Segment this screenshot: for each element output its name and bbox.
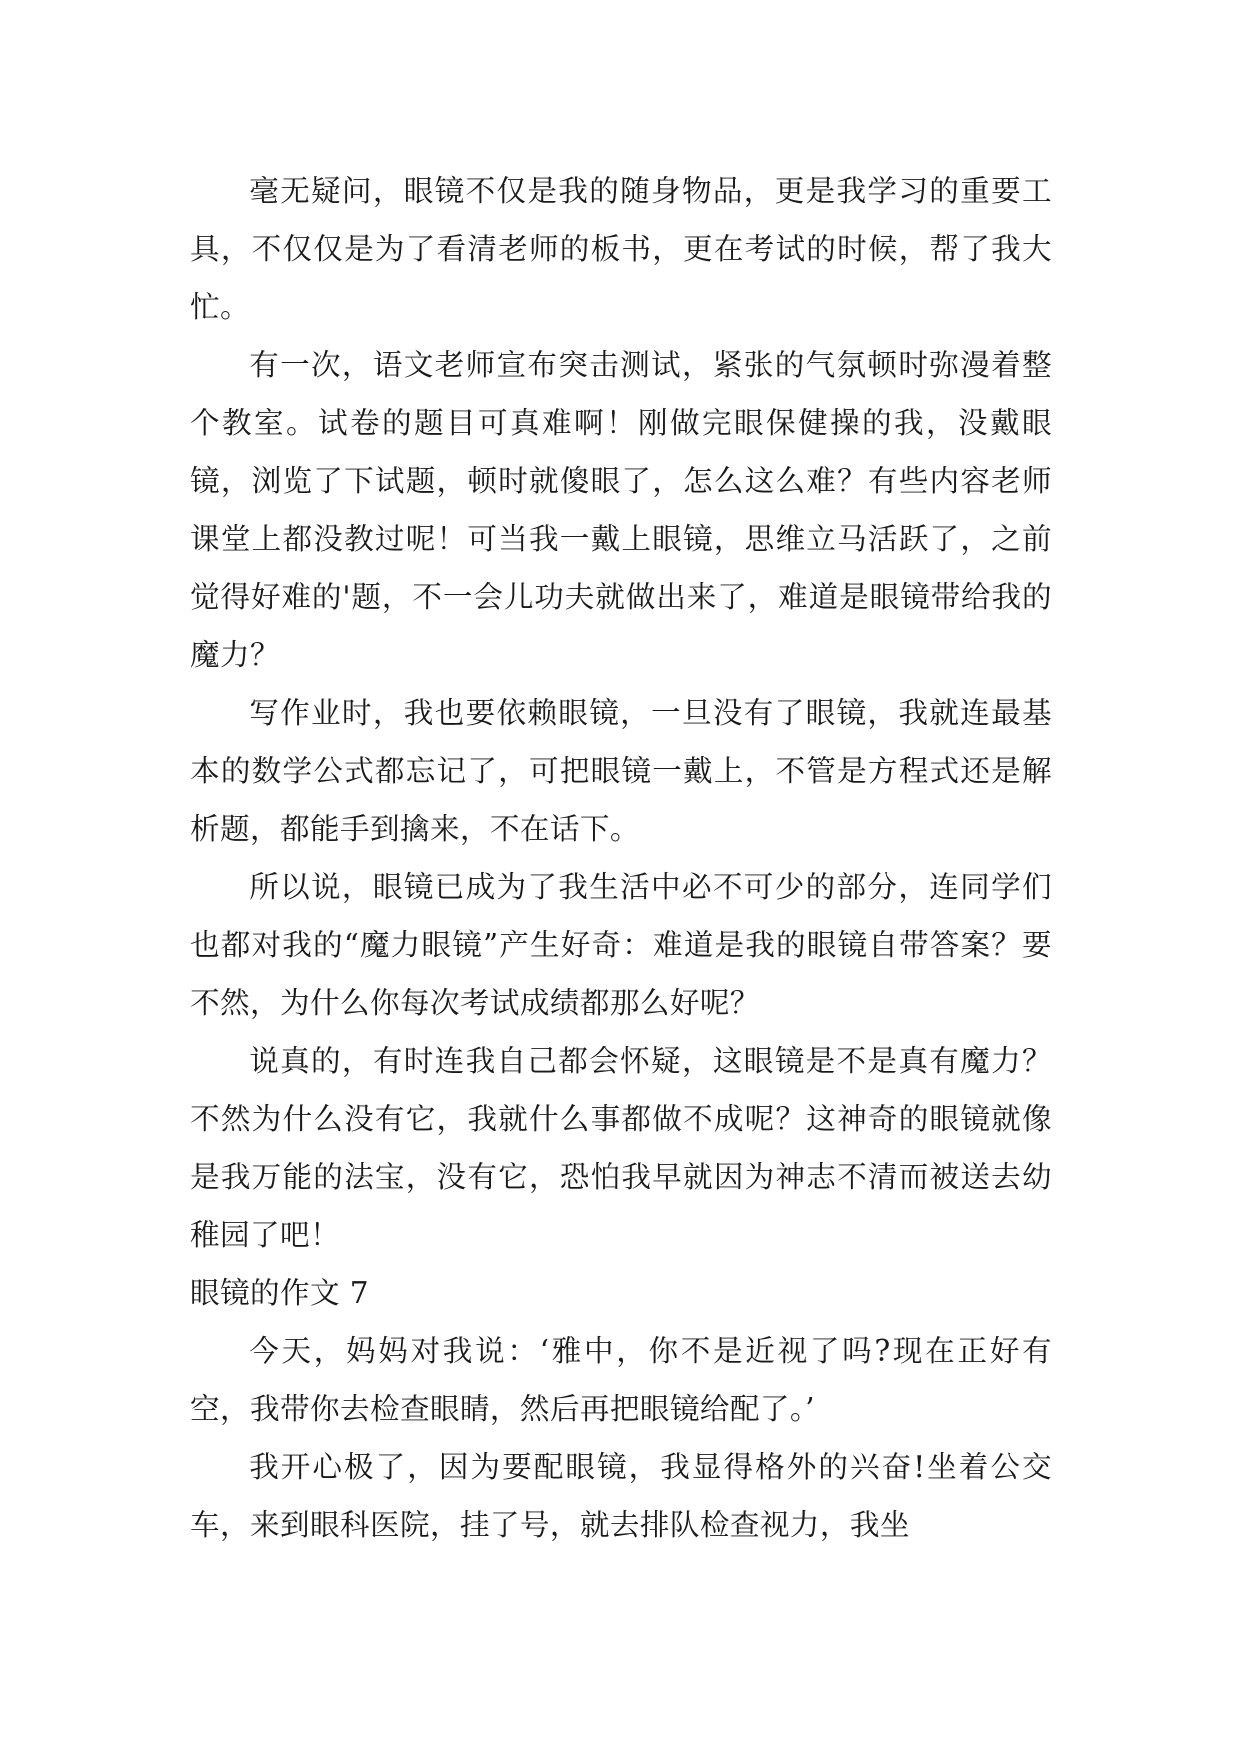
paragraph-3: 写作业时，我也要依赖眼镜，一旦没有了眼镜，我就连最基本的数学公式都忘记了，可把眼镜一戴上，不管是方程式还是解析题，都能手到擒来，不在话下。 bbox=[190, 696, 1052, 846]
paragraph-4: 所以说，眼镜已成为了我生活中必不可少的部分，连同学们也都对我的“魔力眼镜”产生好奇：难道是我的眼镜自带答案？要不然，为什么你每次考试成绩都那么好呢？ bbox=[190, 870, 1052, 1020]
paragraph-5: 说真的，有时连我自己都会怀疑，这眼镜是不是真有魔力？不然为什么没有它，我就什么事都做不成呢？这神奇的眼镜就像是我万能的法宝，没有它，恐怕我早就因为神志不清而被送去幼稚园了吧！ bbox=[190, 1044, 1052, 1252]
paragraph-1: 毫无疑问，眼镜不仅是我的随身物品，更是我学习的重要工具，不仅仅是为了看清老师的板书，更在考试的时候，帮了我大忙。 bbox=[190, 174, 1052, 324]
document-body bbox=[190, 162, 1052, 1554]
section-title: 眼镜的作文 7 bbox=[190, 1276, 370, 1310]
paragraph-7: 我开心极了，因为要配眼镜，我显得格外的兴奋!坐着公交车，来到眼科医院，挂了号，就去排队检查视力，我坐 bbox=[190, 1450, 1052, 1542]
paragraph-6: 今天，妈妈对我说：‘雅中，你不是近视了吗?现在正好有空，我带你去检查眼睛，然后再把眼镜给配了。’ bbox=[190, 1334, 1052, 1426]
paragraph-2: 有一次，语文老师宣布突击测试，紧张的气氛顿时弥漫着整个教室。试卷的题目可真难啊！刚做完眼保健操的我，没戴眼镜，浏览了下试题，顿时就傻眼了，怎么这么难？有些内容老师课堂上都没教过呢！可当我一戴上眼镜，思维立马活跃了，之前觉得好难的'题，不一会儿功夫就做出来了，难道是眼镜带给我的魔力？ bbox=[190, 348, 1052, 672]
